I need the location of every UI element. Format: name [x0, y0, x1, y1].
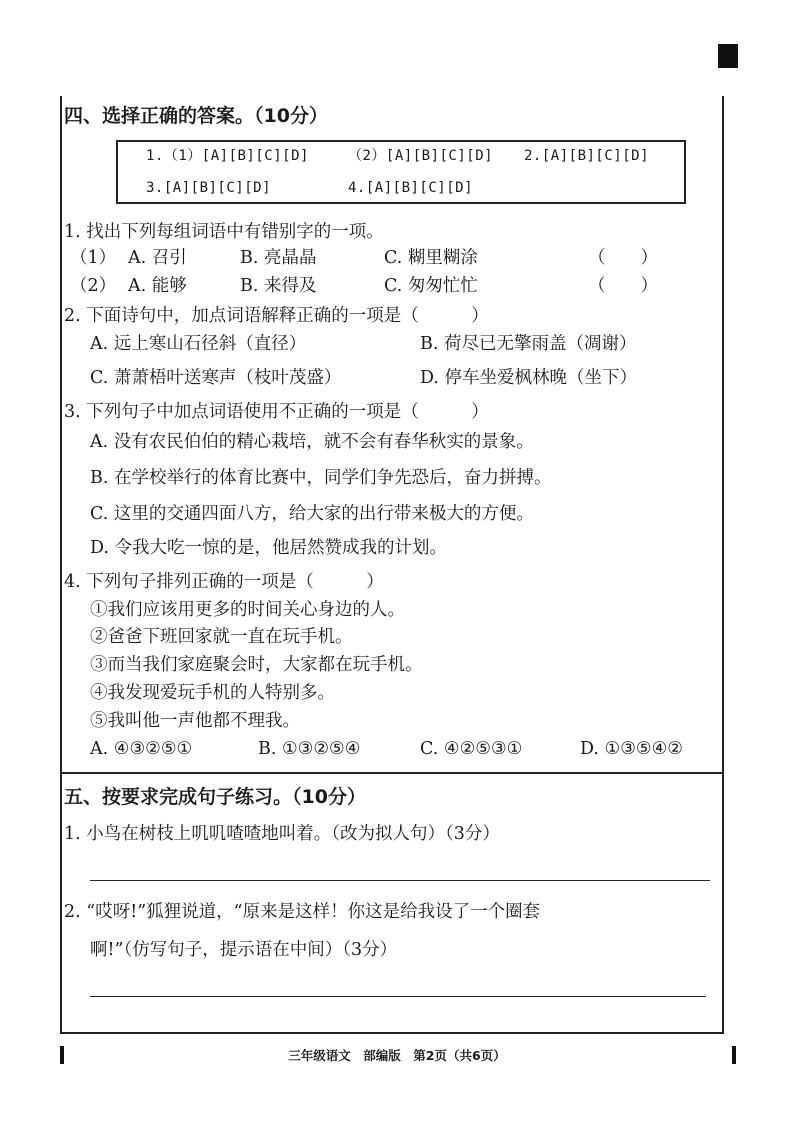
- section-divider: [60, 772, 724, 774]
- q1-sub1-option-c: C. 糊里糊涂: [384, 248, 478, 268]
- s5-q2-prompt-line1: 2. “哎呀!”狐狸说道，“原来是这样！你这是给我设了一个圈套: [64, 902, 541, 922]
- q4-sentence-1: ①我们应该用更多的时间关心身边的人。: [90, 600, 405, 620]
- section4-title: 四、选择正确的答案。（10分）: [64, 105, 328, 127]
- q4-option-d: D. ①③⑤④②: [580, 739, 683, 759]
- q4-option-b: B. ①③②⑤④: [258, 739, 361, 759]
- q1-sub2-option-a: A. 能够: [128, 276, 187, 296]
- s5-q2-prompt-line2: 啊!”（仿写句子，提示语在中间）（3分）: [90, 940, 398, 960]
- q2-stem: 2. 下面诗句中，加点词语解释正确的一项是（ ）: [64, 306, 489, 326]
- answer-sheet-q1-2[interactable]: （2）[A][B][C][D]: [348, 148, 494, 164]
- q2-option-b: B. 荷尽已无擎雨盖（凋谢）: [420, 334, 637, 354]
- q1-sub1-option-b: B. 亮晶晶: [240, 248, 317, 268]
- q3-option-a: A. 没有农民伯伯的精心栽培，就不会有春华秋实的景象。: [90, 432, 534, 452]
- q3-stem: 3. 下列句子中加点词语使用不正确的一项是（ ）: [64, 402, 489, 422]
- alignment-mark: [718, 44, 738, 68]
- q4-stem: 4. 下列句子排列正确的一项是（ ）: [64, 572, 384, 592]
- q1-stem: 1. 找出下列每组词语中有错别字的一项。: [64, 222, 384, 242]
- q3-option-d: D. 令我大吃一惊的是，他居然赞成我的计划。: [90, 538, 448, 558]
- s5-q2-answer-line[interactable]: [90, 996, 706, 997]
- answer-sheet-q4[interactable]: 4.[A][B][C][D]: [348, 180, 474, 196]
- q4-option-a: A. ④③②⑤①: [90, 739, 193, 759]
- answer-sheet-q1-1[interactable]: 1.（1）[A][B][C][D]: [146, 148, 309, 164]
- q1-sub1-answer-blank[interactable]: （ ）: [588, 248, 658, 268]
- s5-q1-prompt: 1. 小鸟在树枝上叽叽喳喳地叫着。（改为拟人句）（3分）: [64, 824, 500, 844]
- q4-sentence-5: ⑤我叫他一声他都不理我。: [90, 711, 300, 731]
- q1-sub2-option-c: C. 匆匆忙忙: [384, 276, 478, 296]
- q1-sub1-label: （1）: [70, 248, 117, 268]
- q4-option-c: C. ④②⑤③①: [420, 739, 523, 759]
- q2-option-d: D. 停车坐爱枫林晚（坐下）: [420, 368, 638, 388]
- answer-sheet-q2[interactable]: 2.[A][B][C][D]: [524, 148, 650, 164]
- q1-sub2-option-b: B. 来得及: [240, 276, 317, 296]
- page-footer: 三年级语文 部编版 第2页（共6页）: [288, 1048, 506, 1063]
- q1-sub2-label: （2）: [70, 276, 117, 296]
- q3-option-c: C. 这里的交通四面八方，给大家的出行带来极大的方便。: [90, 504, 534, 524]
- q3-option-b: B. 在学校举行的体育比赛中，同学们争先恐后，奋力拼搏。: [90, 468, 552, 488]
- q2-option-c: C. 萧萧梧叶送寒声（枝叶茂盛）: [90, 368, 342, 388]
- q2-option-a: A. 远上寒山石径斜（直径）: [90, 334, 307, 354]
- answer-sheet-q3[interactable]: 3.[A][B][C][D]: [146, 180, 272, 196]
- q4-sentence-4: ④我发现爱玩手机的人特别多。: [90, 683, 335, 703]
- q4-sentence-3: ③而当我们家庭聚会时，大家都在玩手机。: [90, 655, 423, 675]
- section5-title: 五、按要求完成句子练习。（10分）: [64, 786, 366, 808]
- q4-sentence-2: ②爸爸下班回家就一直在玩手机。: [90, 627, 353, 647]
- q1-sub1-option-a: A. 召引: [128, 248, 187, 268]
- q1-sub2-answer-blank[interactable]: （ ）: [588, 276, 658, 296]
- s5-q1-answer-line[interactable]: [90, 880, 710, 881]
